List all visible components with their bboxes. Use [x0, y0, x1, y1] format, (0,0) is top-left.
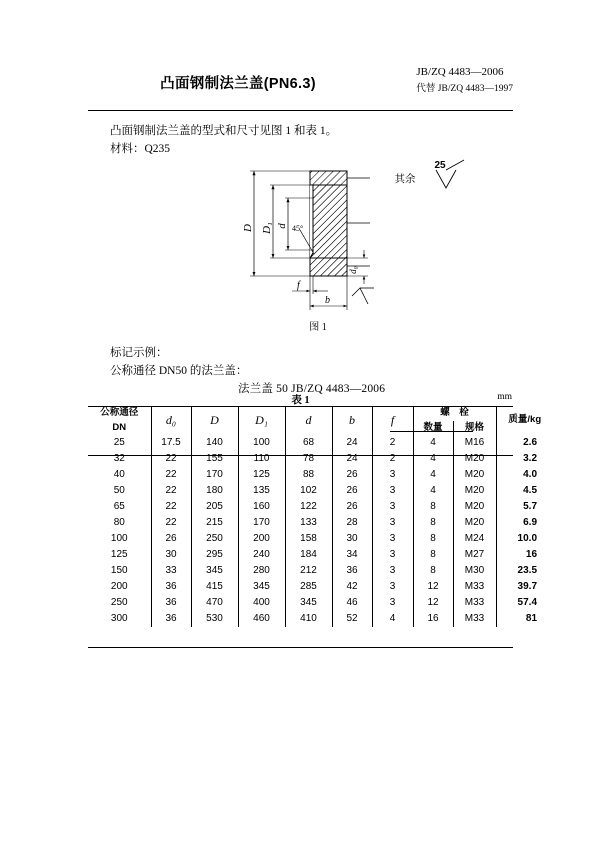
cell-bolt_count: 4: [413, 451, 453, 467]
cell-bolt_count: 8: [413, 499, 453, 515]
cell-D1: 280: [238, 563, 285, 579]
col-header-bolt-spec: 规格: [453, 421, 496, 436]
cell-bolt_count: 8: [413, 515, 453, 531]
dim-label-D: D: [242, 224, 254, 232]
dimensions-table: [88, 406, 553, 627]
col-header-b: b: [332, 406, 372, 435]
col-header-bolt-group: 螺 栓: [413, 406, 496, 421]
cell-D: 180: [191, 483, 238, 499]
cell-dn: 150: [88, 563, 151, 579]
col-header-dn: 公称通径 DN: [88, 406, 151, 435]
col-header-d: d: [285, 406, 332, 435]
dim-label-D1: D₁: [261, 222, 273, 234]
cell-d: 88: [285, 467, 332, 483]
cell-dn: 40: [88, 467, 151, 483]
cell-bolt_spec: M33: [453, 611, 496, 627]
cell-d0: 22: [151, 515, 191, 531]
intro-text: [110, 122, 337, 158]
cell-f: 2: [372, 451, 413, 467]
cell-d0: 26: [151, 531, 191, 547]
cell-bolt_spec: M20: [453, 499, 496, 515]
cell-mass: 57.4: [496, 595, 553, 611]
cell-b: 30: [332, 531, 372, 547]
cell-b: 26: [332, 499, 372, 515]
col-header-D1: D₁: [238, 406, 285, 435]
cell-d: 78: [285, 451, 332, 467]
cell-bolt_spec: M33: [453, 595, 496, 611]
cell-f: 3: [372, 515, 413, 531]
cell-D1: 160: [238, 499, 285, 515]
cell-b: 24: [332, 435, 372, 451]
cell-d0: 22: [151, 483, 191, 499]
table-row: [88, 611, 553, 627]
cell-dn: 300: [88, 611, 151, 627]
dim-label-d: d: [276, 223, 288, 229]
cell-dn: 65: [88, 499, 151, 515]
cell-mass: 6.9: [496, 515, 553, 531]
cell-dn: 100: [88, 531, 151, 547]
flange-cover-drawing: [240, 158, 520, 338]
cell-b: 42: [332, 579, 372, 595]
cell-D: 295: [191, 547, 238, 563]
marking-heading: 标记示例：: [110, 347, 168, 359]
page-title: 凸面钢制法兰盖(PN6.3): [160, 76, 316, 92]
dim-label-b: b: [325, 295, 330, 306]
cell-mass: 3.2: [496, 451, 553, 467]
cell-D1: 240: [238, 547, 285, 563]
dim-label-chamfer: 45°: [292, 224, 304, 233]
cell-D: 155: [191, 451, 238, 467]
table-header-row-1: [88, 406, 553, 421]
figure-caption: 图 1: [309, 322, 327, 333]
cell-dn: 32: [88, 451, 151, 467]
marking-designation: 法兰盖 50 JB/ZQ 4483—2006: [238, 383, 386, 395]
cell-d: 410: [285, 611, 332, 627]
cell-d0: 22: [151, 499, 191, 515]
cell-b: 28: [332, 515, 372, 531]
cell-d0: 36: [151, 611, 191, 627]
cell-dn: 25: [88, 435, 151, 451]
cell-d: 158: [285, 531, 332, 547]
cell-bolt_count: 8: [413, 547, 453, 563]
cell-mass: 10.0: [496, 531, 553, 547]
cell-f: 3: [372, 483, 413, 499]
cell-D: 250: [191, 531, 238, 547]
cell-D1: 100: [238, 435, 285, 451]
cell-bolt_spec: M16: [453, 435, 496, 451]
cell-D1: 110: [238, 451, 285, 467]
cell-f: 3: [372, 499, 413, 515]
cell-mass: 81: [496, 611, 553, 627]
table-row: [88, 483, 553, 499]
cell-mass: 39.7: [496, 579, 553, 595]
standard-codes: [416, 64, 513, 98]
col-header-mass: 质量/kg: [496, 406, 553, 435]
cell-D: 205: [191, 499, 238, 515]
cell-dn: 50: [88, 483, 151, 499]
cell-D1: 135: [238, 483, 285, 499]
cell-D: 140: [191, 435, 238, 451]
table-row: [88, 579, 553, 595]
document-header: [88, 64, 513, 108]
col-header-d0: d₀: [151, 406, 191, 435]
cell-dn: 250: [88, 595, 151, 611]
cell-d: 184: [285, 547, 332, 563]
cell-D1: 345: [238, 579, 285, 595]
cell-b: 36: [332, 563, 372, 579]
table-row: [88, 595, 553, 611]
cell-bolt_count: 16: [413, 611, 453, 627]
cell-mass: 2.6: [496, 435, 553, 451]
cell-bolt_spec: M20: [453, 467, 496, 483]
cell-D: 170: [191, 467, 238, 483]
table-bottom-border: [88, 647, 513, 648]
cell-D1: 200: [238, 531, 285, 547]
cell-d: 285: [285, 579, 332, 595]
cell-D: 530: [191, 611, 238, 627]
superseded-standard: 代替 JB/ZQ 4483—1997: [416, 84, 513, 94]
cell-d: 102: [285, 483, 332, 499]
cell-D: 215: [191, 515, 238, 531]
cell-D: 345: [191, 563, 238, 579]
cell-mass: 4.5: [496, 483, 553, 499]
cell-mass: 4.0: [496, 467, 553, 483]
table-row: [88, 531, 553, 547]
table-row: [88, 563, 553, 579]
cell-bolt_count: 12: [413, 595, 453, 611]
cell-mass: 5.7: [496, 499, 553, 515]
cell-bolt_spec: M20: [453, 451, 496, 467]
cell-D1: 460: [238, 611, 285, 627]
cell-d0: 22: [151, 451, 191, 467]
cell-f: 3: [372, 579, 413, 595]
cell-d0: 30: [151, 547, 191, 563]
cell-bolt_count: 4: [413, 467, 453, 483]
table-row: [88, 467, 553, 483]
surface-finish-note: 其余: [394, 173, 416, 185]
cell-f: 2: [372, 435, 413, 451]
surface-finish-value: 25: [434, 160, 446, 171]
cell-bolt_spec: M20: [453, 483, 496, 499]
cell-f: 3: [372, 531, 413, 547]
cell-b: 52: [332, 611, 372, 627]
flange-section-svg: [240, 158, 520, 338]
cell-d: 345: [285, 595, 332, 611]
cell-d: 133: [285, 515, 332, 531]
cell-f: 3: [372, 595, 413, 611]
cell-f: 3: [372, 563, 413, 579]
table-row: [88, 451, 553, 467]
cell-d0: 36: [151, 579, 191, 595]
cell-d0: 36: [151, 595, 191, 611]
table-row: [88, 515, 553, 531]
cell-D1: 400: [238, 595, 285, 611]
table-unit-label: mm: [497, 392, 512, 402]
cell-bolt_spec: M24: [453, 531, 496, 547]
standard-number: JB/ZQ 4483—2006: [416, 66, 504, 78]
marking-example: [110, 344, 385, 398]
cell-b: 26: [332, 483, 372, 499]
cell-dn: 200: [88, 579, 151, 595]
cell-bolt_count: 4: [413, 483, 453, 499]
cell-bolt_spec: M30: [453, 563, 496, 579]
col-header-bolt-count: 数量: [413, 421, 453, 436]
cell-D1: 170: [238, 515, 285, 531]
cell-mass: 16: [496, 547, 553, 563]
cell-bolt_count: 8: [413, 563, 453, 579]
cell-bolt_spec: M20: [453, 515, 496, 531]
cell-d: 122: [285, 499, 332, 515]
table-row: [88, 435, 553, 451]
cell-b: 26: [332, 467, 372, 483]
cell-dn: 80: [88, 515, 151, 531]
intro-line-1: 凸面钢制法兰盖的型式和尺寸见图 1 和表 1。: [110, 125, 338, 137]
dim-label-f: f: [297, 280, 300, 291]
table-header: [88, 406, 553, 435]
intro-line-2: 材料：Q235: [110, 143, 171, 155]
cell-f: 3: [372, 547, 413, 563]
table-body: [88, 435, 553, 627]
cell-dn: 125: [88, 547, 151, 563]
cell-d0: 22: [151, 467, 191, 483]
cell-D1: 125: [238, 467, 285, 483]
header-divider: [88, 110, 513, 111]
table-row: [88, 499, 553, 515]
cell-bolt_count: 4: [413, 435, 453, 451]
cell-bolt_count: 8: [413, 531, 453, 547]
dim-label-d0: d₀: [348, 266, 358, 274]
cell-d0: 17.5: [151, 435, 191, 451]
cell-b: 24: [332, 451, 372, 467]
marking-description: 公称通径 DN50 的法兰盖：: [110, 365, 248, 377]
cell-d: 212: [285, 563, 332, 579]
cell-b: 46: [332, 595, 372, 611]
table-row: [88, 547, 553, 563]
cell-D: 470: [191, 595, 238, 611]
cell-bolt_spec: M33: [453, 579, 496, 595]
cell-mass: 23.5: [496, 563, 553, 579]
table-title: 表 1: [291, 395, 310, 406]
cell-f: 4: [372, 611, 413, 627]
cell-bolt_count: 12: [413, 579, 453, 595]
cell-d: 68: [285, 435, 332, 451]
cell-d0: 33: [151, 563, 191, 579]
cell-f: 3: [372, 467, 413, 483]
cell-b: 34: [332, 547, 372, 563]
col-header-f: f: [372, 406, 413, 435]
col-header-D: D: [191, 406, 238, 435]
cell-D: 415: [191, 579, 238, 595]
cell-bolt_spec: M27: [453, 547, 496, 563]
